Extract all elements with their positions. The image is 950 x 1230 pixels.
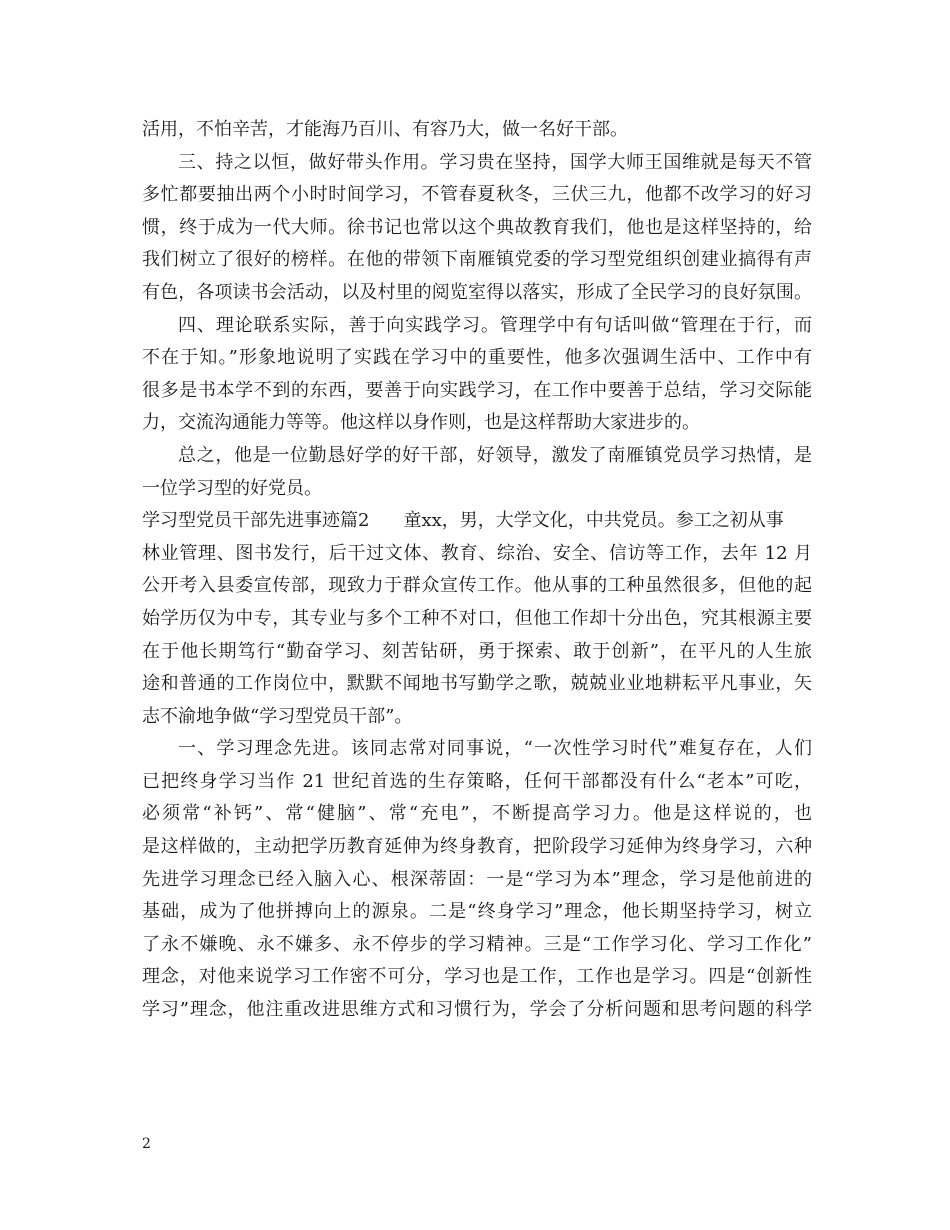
text-line: 一位学习型的好党员。 bbox=[142, 477, 322, 499]
text-line: 惯，终于成为一代大师。徐书记也常以这个典故教育我们，他也是这样坚持的，给 bbox=[142, 216, 812, 238]
text-line: 多忙都要抽出两个小时时间学习，不管春夏秋冬，三伏三九，他都不改学习的好习 bbox=[142, 184, 812, 206]
section-lead-text: 童xx，男，大学文化，中共党员。参工之初从事 bbox=[403, 510, 784, 532]
section-title: 学习型党员干部先进事迹篇2 bbox=[142, 510, 370, 532]
text-line: 志不渝地争做“学习型党员干部”。 bbox=[142, 705, 413, 727]
text-line: 了永不嫌晚、永不嫌多、永不停步的学习精神。三是“工作学习化、学习工作化” bbox=[142, 933, 812, 955]
text-line: 途和普通的工作岗位中，默默不闻地书写勤学之歌，兢兢业业地耕耘平凡事业，矢 bbox=[142, 673, 812, 695]
text-line: 很多是书本学不到的东西，要善于向实践学习，在工作中要善于总结，学习交际能 bbox=[142, 379, 812, 401]
text-line: 三、持之以恒，做好带头作用。学习贵在坚持，国学大师王国维就是每天不管 bbox=[178, 151, 812, 173]
text-line: 在于他长期笃行“勤奋学习、刻苦钻研，勇于探索、敢于创新”，在平凡的人生旅 bbox=[142, 640, 812, 662]
text-line: 是这样做的，主动把学历教育延伸为终身教育，把阶段学习延伸为终身学习，六种 bbox=[142, 836, 812, 858]
text-line: 始学历仅为中专，其专业与多个工种不对口，但他工作却十分出色，究其根源主要 bbox=[142, 607, 812, 629]
text-line: 不在于知。”形象地说明了实践在学习中的重要性，他多次强调生活中、工作中有 bbox=[142, 347, 812, 369]
text-line: 总之，他是一位勤恳好学的好干部，好领导，激发了南雁镇党员学习热情，是 bbox=[178, 444, 812, 466]
text-line: 林业管理、图书发行，后干过文体、教育、综治、安全、信访等工作，去年 12 月 bbox=[142, 542, 812, 564]
text-line: 理念，对他来说学习工作密不可分，学习也是工作，工作也是学习。四是“创新性 bbox=[142, 966, 812, 988]
page-number: 2 bbox=[142, 1136, 151, 1152]
text-line: 公开考入县委宣传部，现致力于群众宣传工作。他从事的工种虽然很多，但他的起 bbox=[142, 575, 812, 597]
text-line: 基础，成为了他拼搏向上的源泉。二是“终身学习”理念，他长期坚持学习，树立 bbox=[142, 901, 812, 923]
text-line: 必须常“补钙”、常“健脑”、常“充电”，不断提高学习力。他是这样说的，也 bbox=[142, 803, 812, 825]
text-line: 活用，不怕辛苦，才能海乃百川、有容乃大，做一名好干部。 bbox=[142, 119, 628, 140]
text-line: 学习”理念，他注重改进思维方式和习惯行为，学会了分析问题和思考问题的科学 bbox=[142, 999, 812, 1021]
document-body bbox=[142, 114, 812, 1027]
text-line: 已把终身学习当作 21 世纪首选的生存策略，任何干部都没有什么“老本”可吃， bbox=[142, 770, 812, 792]
text-line: 我们树立了很好的榜样。在他的带领下南雁镇党委的学习型党组织创建业搞得有声 bbox=[142, 249, 812, 271]
text-line: 先进学习理念已经入脑入心、根深蒂固：一是“学习为本”理念，学习是他前进的 bbox=[142, 868, 812, 890]
text-line: 四、理论联系实际，善于向实践学习。管理学中有句话叫做“管理在于行，而 bbox=[178, 314, 812, 336]
section-heading-line bbox=[142, 505, 812, 538]
text-line: 力，交流沟通能力等等。他这样以身作则，也是这样帮助大家进步的。 bbox=[142, 412, 700, 434]
text-line: 一、学习理念先进。该同志常对同事说，“一次性学习时代”难复存在，人们 bbox=[178, 738, 812, 760]
text-line: 有色，各项读书会活动，以及村里的阅览室得以落实，形成了全民学习的良好氛围。 bbox=[142, 281, 812, 303]
